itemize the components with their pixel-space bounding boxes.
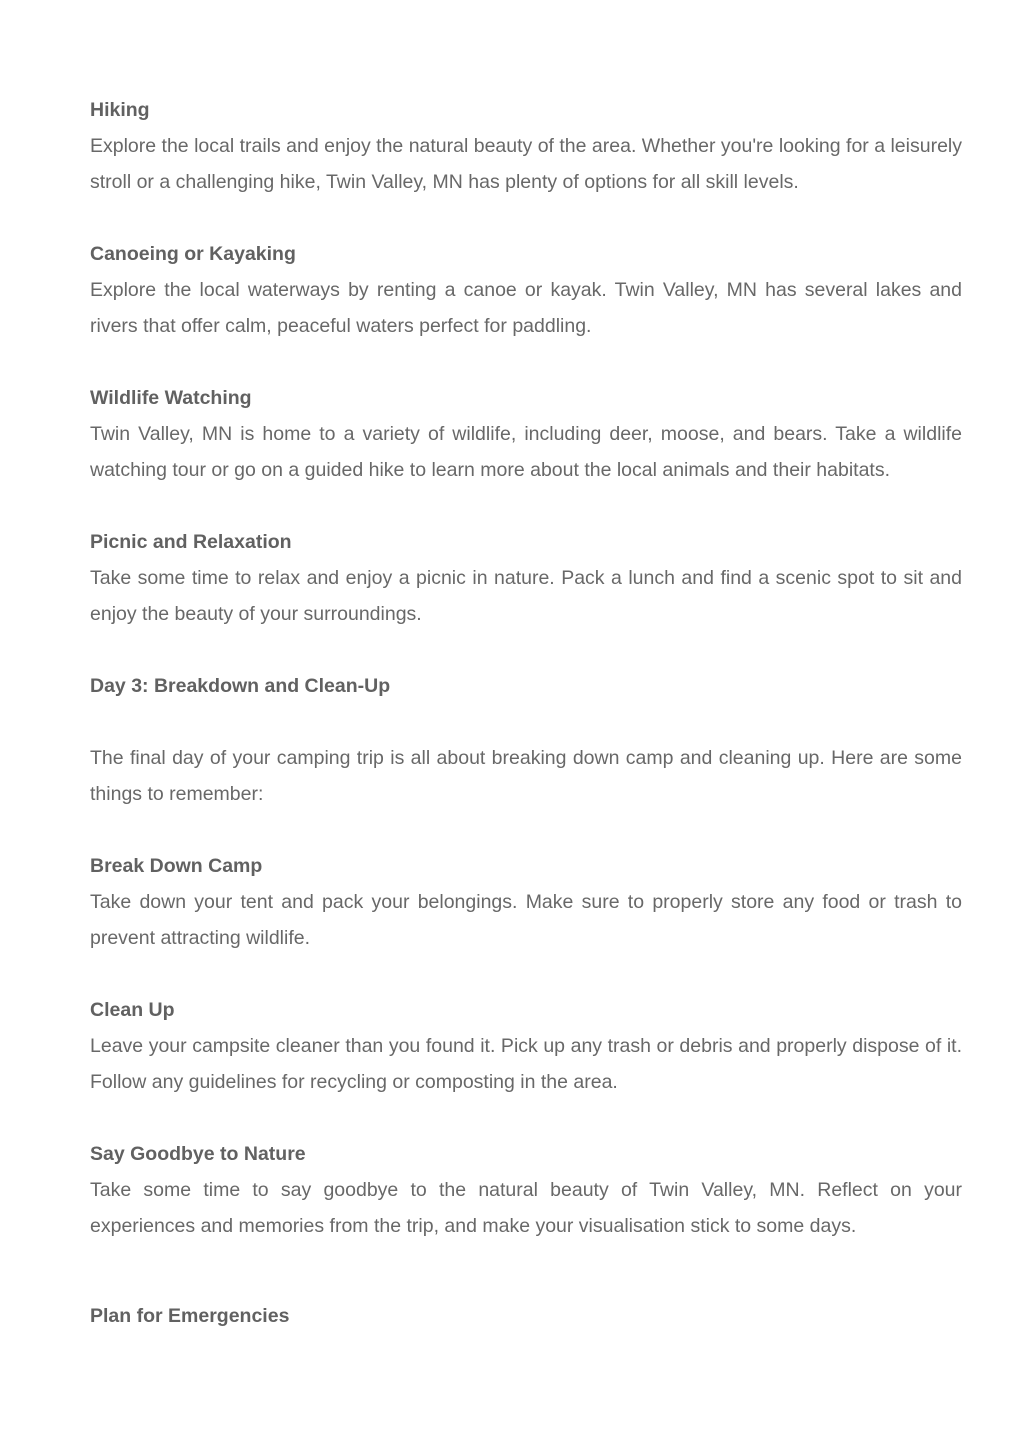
document-page (90, 92, 962, 1334)
section-body-picnic: Take some time to relax and enjoy a picnic in nature. Pack a lunch and find a scenic spot to sit and enjoy the beauty of your surroundings. (90, 567, 962, 625)
item-body-break-down-camp: Take down your tent and pack your belongings. Make sure to properly store any food or trash to prevent attracting wildlife. (90, 891, 962, 949)
section-heading-wildlife: Wildlife Watching (90, 387, 252, 409)
emergencies-heading: Plan for Emergencies (90, 1305, 290, 1327)
spacer (90, 1244, 962, 1298)
spacer (90, 632, 962, 668)
section-heading-hiking: Hiking (90, 99, 150, 121)
spacer (90, 956, 962, 992)
item-body-say-goodbye: Take some time to say goodbye to the natural beauty of Twin Valley, MN. Reflect on your experiences and memories from the trip, and make your visualisation stick to some days. (90, 1179, 962, 1237)
spacer (90, 344, 962, 380)
spacer (90, 1100, 962, 1136)
spacer (90, 704, 962, 740)
item-heading-break-down-camp: Break Down Camp (90, 855, 263, 877)
spacer (90, 812, 962, 848)
section-heading-canoeing: Canoeing or Kayaking (90, 243, 296, 265)
spacer (90, 200, 962, 236)
section-body-wildlife: Twin Valley, MN is home to a variety of wildlife, including deer, moose, and bears. Take a wildlife watching tour or go on a guided hike to learn more about the local animals and their habitats. (90, 423, 962, 481)
section-body-hiking: Explore the local trails and enjoy the natural beauty of the area. Whether you're looking for a leisurely stroll or a challenging hike, Twin Valley, MN has plenty of options for all skill levels. (90, 135, 962, 193)
item-heading-say-goodbye: Say Goodbye to Nature (90, 1143, 306, 1165)
day3-heading: Day 3: Breakdown and Clean-Up (90, 675, 391, 697)
item-heading-clean-up: Clean Up (90, 999, 175, 1021)
section-heading-picnic: Picnic and Relaxation (90, 531, 292, 553)
section-body-canoeing: Explore the local waterways by renting a canoe or kayak. Twin Valley, MN has several lakes and rivers that offer calm, peaceful waters perfect for paddling. (90, 279, 962, 337)
day3-intro: The final day of your camping trip is all about breaking down camp and cleaning up. Here are some things to remember: (90, 747, 962, 805)
item-body-clean-up: Leave your campsite cleaner than you found it. Pick up any trash or debris and properly dispose of it. Follow any guidelines for recycling or composting in the area. (90, 1035, 962, 1093)
spacer (90, 488, 962, 524)
